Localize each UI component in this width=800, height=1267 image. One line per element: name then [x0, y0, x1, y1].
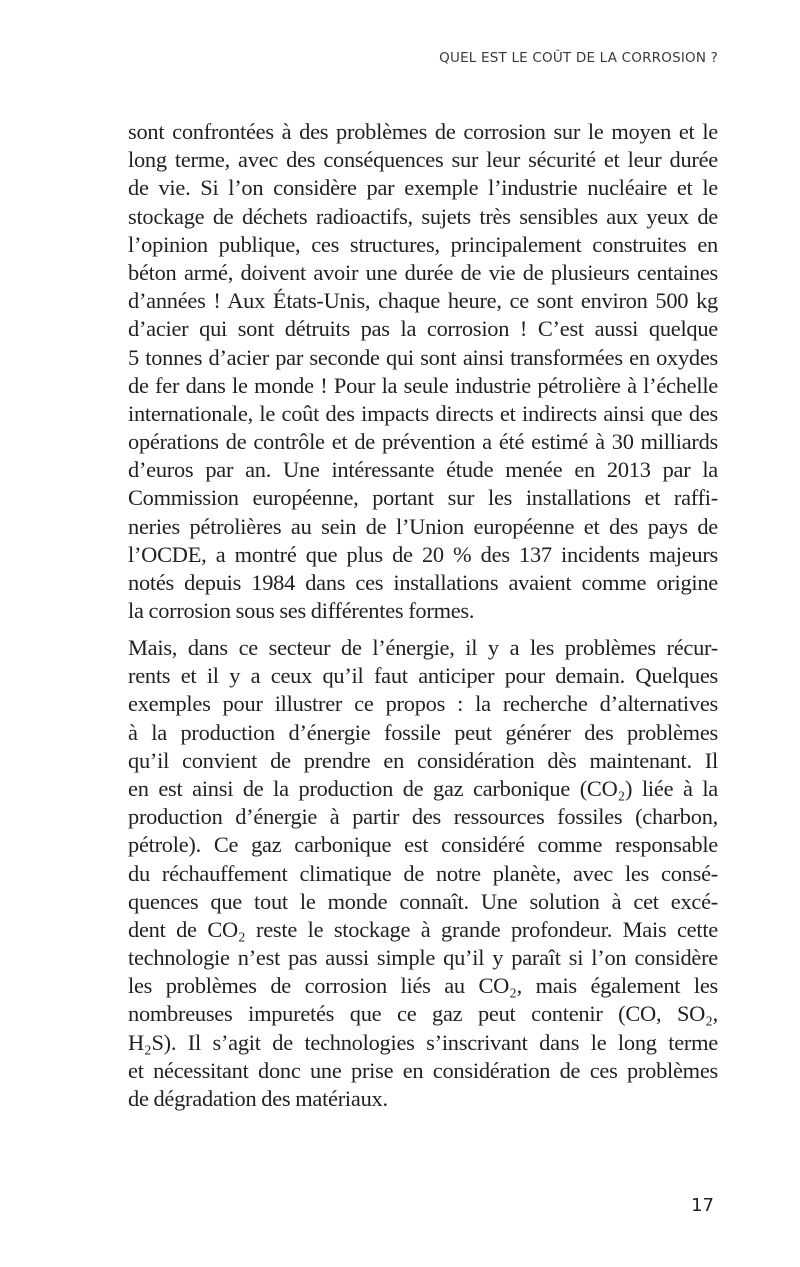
text-line: technologie n’est pas aussi simple qu’il y paraît si l’on considère: [128, 945, 718, 971]
paragraph-2: [128, 634, 718, 1113]
text-line: quences que tout le monde connaît. Une solution à cet excé-: [128, 888, 718, 914]
text-line: stockage de déchets radioactifs, sujets très sensibles aux yeux de: [128, 203, 718, 229]
text-line: H₂S). Il s’agit de technologies s’inscrivant dans le long terme: [128, 1029, 718, 1055]
text-line: dent de CO₂ reste le stockage à grande profondeur. Mais cette: [128, 916, 718, 942]
text-line: d’euros par an. Une intéressante étude menée en 2013 par la: [128, 457, 718, 483]
running-header: QUEL EST LE COÛT DE LA CORROSION ?: [439, 50, 718, 66]
text-line: exemples pour illustrer ce propos : la recherche d’alternatives: [128, 691, 718, 717]
text-line: du réchauffement climatique de notre planète, avec les consé-: [128, 860, 718, 886]
text-line: de dégradation des matériaux.: [128, 1086, 388, 1111]
text-line: production d’énergie à partir des ressources fossiles (charbon,: [128, 804, 718, 830]
text-line: Mais, dans ce secteur de l’énergie, il y a les problèmes récur-: [128, 635, 718, 660]
text-line: et nécessitant donc une prise en considération de ces problèmes: [128, 1057, 718, 1083]
text-line: pétrole). Ce gaz carbonique est considéré comme responsable: [128, 832, 718, 858]
text-line: à la production d’énergie fossile peut générer des problèmes: [128, 719, 718, 745]
page-number: 17: [691, 1195, 714, 1216]
text-line: qu’il convient de prendre en considération dès maintenant. Il: [128, 747, 718, 773]
text-line: l’OCDE, a montré que plus de 20 % des 137 incidents majeurs: [128, 541, 718, 567]
text-line: Commission européenne, portant sur les installations et raffi-: [128, 485, 718, 511]
paragraph-1: [128, 118, 718, 625]
text-line: d’acier qui sont détruits pas la corrosion ! C’est aussi quelque: [128, 316, 718, 342]
text-line: rents et il y a ceux qu’il faut anticiper pour demain. Quelques: [128, 663, 718, 689]
text-line: de fer dans le monde ! Pour la seule industrie pétrolière à l’échelle: [128, 372, 718, 398]
text-line: béton armé, doivent avoir une durée de vie de plusieurs centaines: [128, 259, 718, 285]
text-line: sont confrontées à des problèmes de corrosion sur le moyen et le: [128, 119, 718, 144]
text-line: en est ainsi de la production de gaz carbonique (CO₂) liée à la: [128, 775, 718, 801]
text-line: d’années ! Aux États-Unis, chaque heure, ce sont environ 500 kg: [128, 288, 718, 314]
text-line: nombreuses impuretés que ce gaz peut contenir (CO, SO₂,: [128, 1001, 718, 1027]
text-line: l’opinion publique, ces structures, principalement construites en: [128, 231, 718, 257]
text-line: les problèmes de corrosion liés au CO₂, mais également les: [128, 973, 718, 999]
text-line: notés depuis 1984 dans ces installations avaient comme origine: [128, 570, 718, 595]
text-line: 5 tonnes d’acier par seconde qui sont ainsi transformées en oxydes: [128, 344, 718, 370]
text-line: opérations de contrôle et de prévention a été estimé à 30 milliards: [128, 429, 718, 455]
text-line: la corrosion sous ses différentes formes.: [128, 598, 475, 624]
text-line: long terme, avec des conséquences sur leur sécurité et leur durée: [128, 147, 718, 173]
text-line: internationale, le coût des impacts directs et indirects ainsi que des: [128, 400, 718, 426]
text-line: de vie. Si l’on considère par exemple l’industrie nucléaire et le: [128, 175, 718, 201]
text-line: neries pétrolières au sein de l’Union européenne et des pays de: [128, 513, 718, 539]
